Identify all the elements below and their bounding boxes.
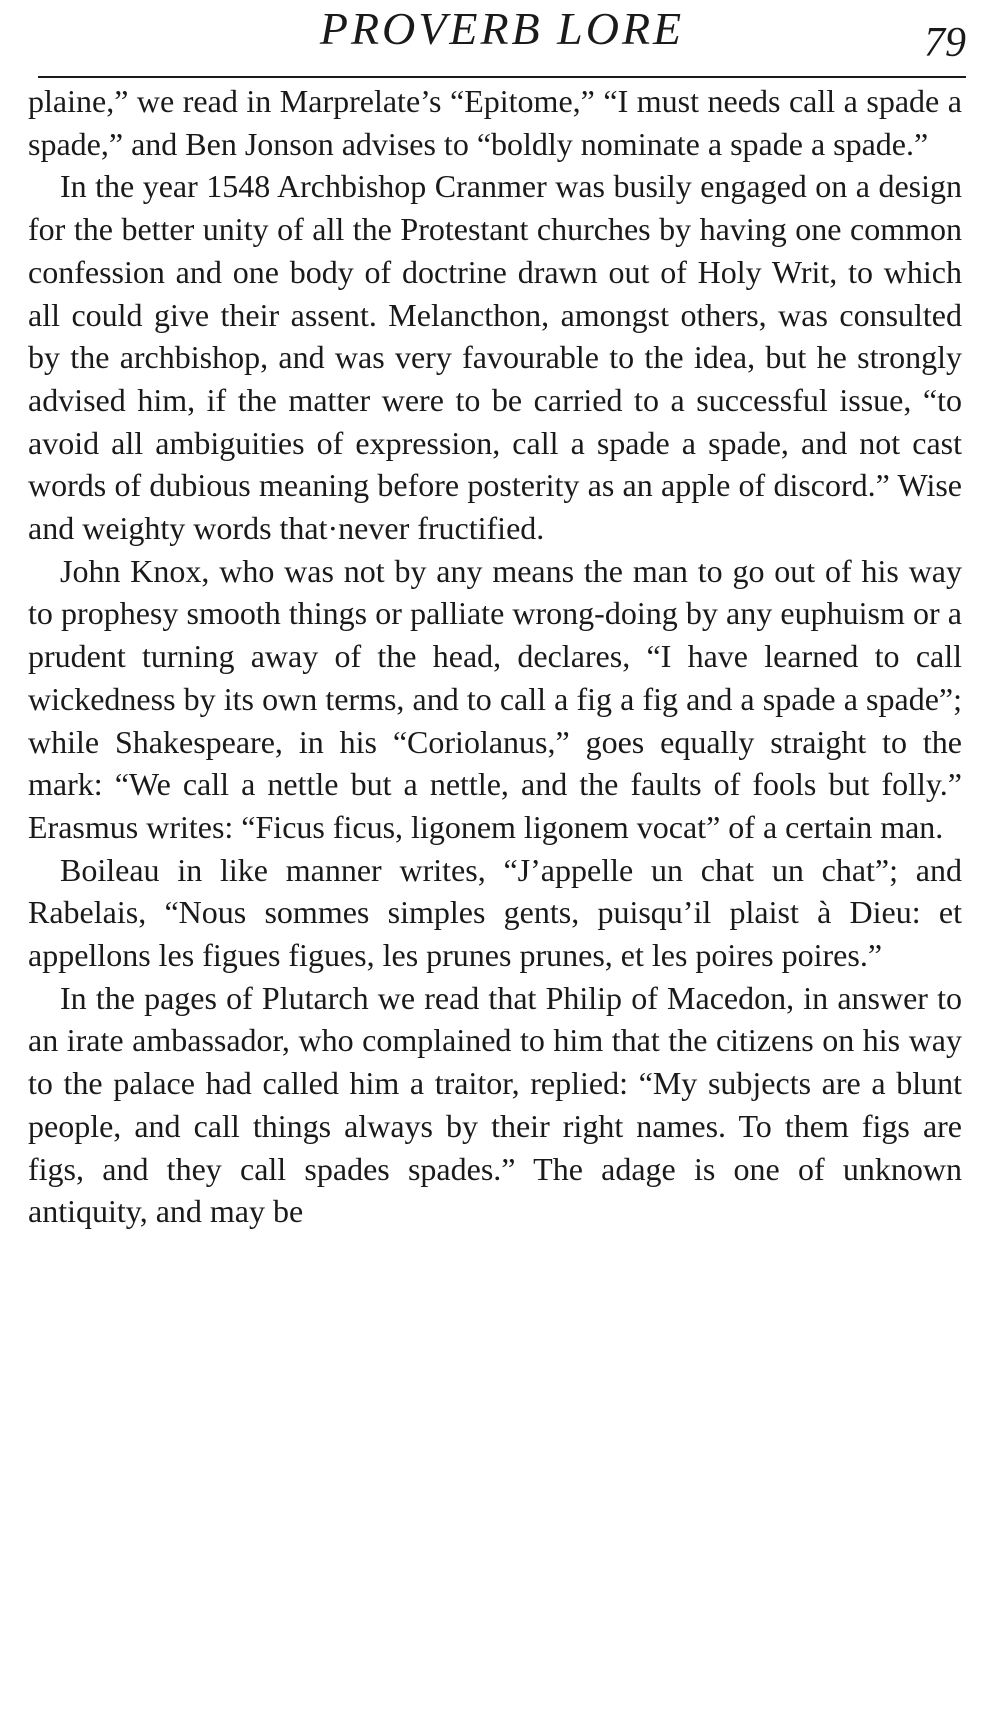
body-text [28, 80, 962, 1233]
paragraph-knox: John Knox, who was not by any means the man to go out of his way to prophesy smooth things or palliate wrong-doing by any euphuism or a prudent turning away of the head, declares, “I have learned to call wickedness by its own terms, and to call a fig a fig and a spade a spade”; while Shakespeare, in his “Coriolanus,” goes equally straight to the mark: “We call a nettle but a nettle, and the faults of fools but folly.” Erasmus writes: “Ficus ficus, ligonem ligonem vocat” of a certain man. [28, 552, 962, 845]
page-number: 79 [924, 20, 966, 66]
paragraph-plutarch: In the pages of Plutarch we read that Philip of Macedon, in answer to an irate ambassador, who complained to him that the citizens on his way to the palace had called him a traitor, replied: “My subjects are a blunt people, and call things always by their right names. To them figs are figs, and they call spades spades.” The adage is one of unknown antiquity, and may be [28, 979, 962, 1230]
paragraph-continuation: plaine,” we read in Marprelate’s “Epitome,” “I must needs call a spade a spade,” and Ben Jonson advises to “boldly nominate a spade a spade.” [28, 83, 962, 162]
paragraph-cranmer: In the year 1548 Archbishop Cranmer was busily engaged on a design for the better unity of all the Protestant churches by having one common confession and one body of doctrine drawn out of Holy Writ, to which all could give their assent. Melancthon, amongst others, was consulted by the archbishop, and was very favourable to the idea, but he strongly advised him, if the matter were to be carried to a successful issue, “to avoid all ambiguities of expression, call a spade a spade, and not cast words of dubious meaning before posterity as an apple of discord.” Wise and weighty words that·never fructified. [28, 168, 962, 547]
running-head-title: PROVERB LORE [319, 3, 685, 54]
running-head [38, 0, 966, 78]
paragraph-boileau: Boileau in like manner writes, “J’appelle un chat un chat”; and Rabelais, “Nous sommes simples gents, puisqu’il plaist à Dieu: et appellons les figues figues, les prunes prunes, et les poires poires.” [28, 851, 962, 974]
